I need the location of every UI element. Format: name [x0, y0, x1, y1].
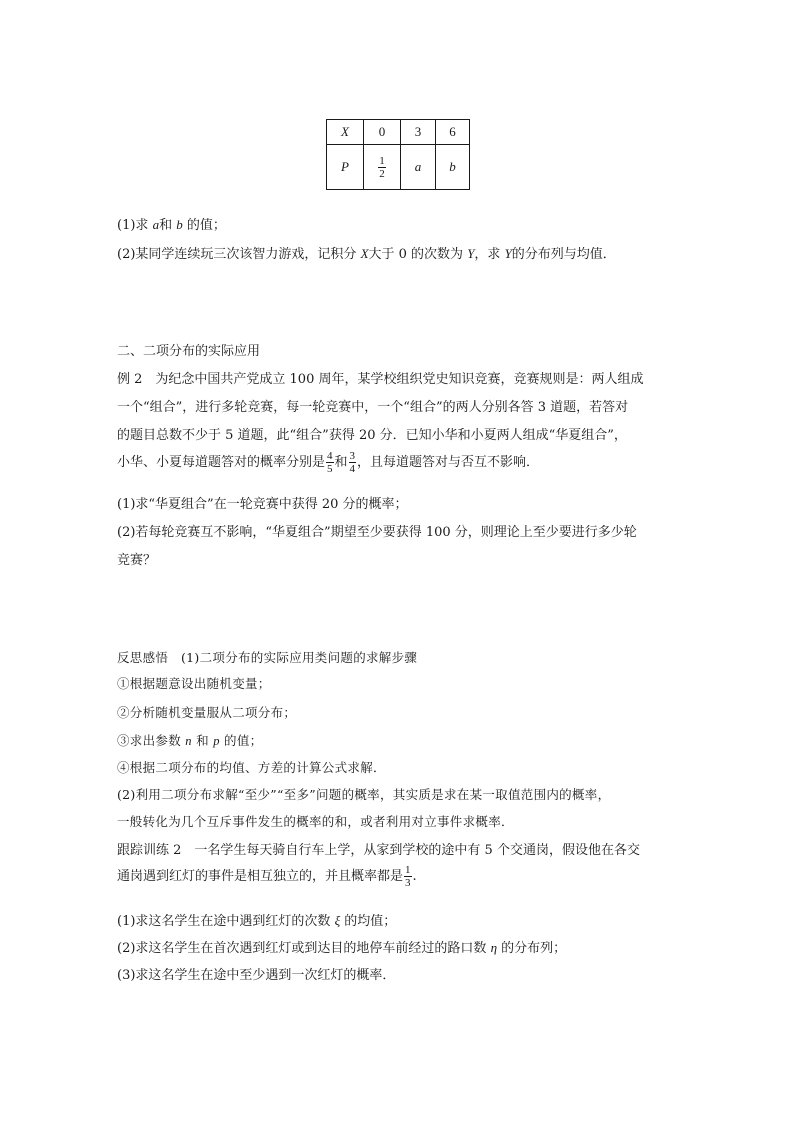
text: 大于 0 的次数为 [368, 247, 468, 262]
example-line: 一个“组合”，进行多轮竞赛，每一轮竞赛中，一个“组合”的两人分别各答 3 道题，若答对 [117, 400, 629, 415]
table-cell: 3 [401, 120, 436, 145]
fraction-denominator: 3 [405, 877, 411, 889]
example-part-2-cont: 竞赛？ [117, 553, 157, 568]
text: . [412, 869, 417, 884]
math-var: a [152, 217, 160, 232]
fraction-denominator: 2 [379, 167, 385, 180]
example-line [117, 450, 539, 475]
example-part-1: (1)求“华夏组合”在一轮竞赛中获得 20 分的概率； [117, 497, 408, 512]
text: 的分布列与均值． [511, 247, 616, 262]
reflection-step: ①根据题意设出随机变量； [117, 676, 271, 691]
table-row [327, 145, 470, 190]
table-cell: a [401, 145, 436, 190]
math-var: ξ [334, 913, 341, 928]
text: 的分布列； [497, 941, 567, 956]
table-row [327, 120, 470, 145]
fraction-numerator: 3 [349, 450, 356, 462]
math-var: b [176, 217, 183, 232]
text: (2)某同学连续玩三次该智力游戏，记积分 [117, 247, 361, 262]
text: 的均值； [340, 914, 397, 929]
section-title: 二、二项分布的实际应用 [117, 344, 261, 359]
text: ，求 [474, 247, 505, 262]
table-cell: X [327, 120, 364, 145]
math-var: Y [504, 246, 512, 261]
text: (1)求这名学生在途中遇到红灯的次数 [117, 914, 335, 929]
table-cell: b [436, 145, 470, 190]
training-line [117, 864, 417, 889]
training-line: 跟踪训练 2 一名学生每天骑自行车上学，从家到学校的途中有 5 个交通岗，假设他在各交 [117, 843, 640, 858]
text: 和 [334, 455, 348, 470]
question-2 [117, 243, 616, 262]
text: (2)求这名学生在首次遇到红灯或到达目的地停车前经过的路口数 [117, 941, 491, 956]
text: ③求出参数 [117, 733, 186, 748]
text: 的值； [182, 218, 226, 233]
reflection-step: ②分析随机变量服从二项分布； [117, 705, 297, 720]
example-part-2: (2)若每轮竞赛互不影响，“华夏组合”期望至少要获得 100 分，则理论上至少要进行多少轮 [117, 525, 637, 540]
text: 的值； [219, 733, 263, 748]
fraction-numerator: 1 [405, 864, 411, 876]
training-question-1 [117, 910, 396, 929]
math-var: X [360, 246, 369, 261]
fraction [349, 450, 357, 475]
question-1 [117, 214, 226, 233]
text: 小华、小夏每道题答对的概率分别是 [117, 455, 326, 470]
example-line: 例 2 为纪念中国共产党成立 100 周年，某学校组织党史知识竞赛，竞赛规则是：两人组成 [117, 372, 644, 387]
reflection-title: 反思感悟 (1)二项分布的实际应用类问题的求解步骤 [117, 650, 418, 665]
table-cell [364, 145, 401, 190]
fraction-denominator: 5 [327, 463, 333, 475]
math-var: p [213, 734, 220, 748]
text: 和 [191, 733, 214, 748]
text: 和 [159, 218, 177, 233]
training-question-3: (3)求这名学生在途中至少遇到一次红灯的概率． [117, 968, 396, 983]
fraction-numerator: 1 [379, 154, 385, 167]
reflection-step: ④根据二项分布的均值、方差的计算公式求解． [117, 760, 386, 775]
fraction-numerator: 4 [327, 450, 333, 462]
distribution-table [326, 119, 470, 190]
reflection-step [117, 731, 262, 749]
math-var: Y [467, 246, 475, 261]
text: 通岗遇到红灯的事件是相互独立的，并且概率都是 [117, 869, 404, 884]
reflection-paragraph: 一般转化为几个互斥事件发生的概率的和，或者利用对立事件求概率． [117, 814, 514, 829]
fraction [378, 155, 386, 180]
text: (1)求 [117, 218, 153, 233]
math-var: η [490, 940, 498, 955]
training-question-2 [117, 937, 566, 956]
table-cell: 0 [364, 120, 401, 145]
reflection-paragraph: (2)利用二项分布求解“至少”“至多”问题的概率，其实质是求在某一取值范围内的概率， [117, 787, 611, 802]
math-var: n [185, 734, 192, 748]
text: ，且每道题答对与否互不影响． [357, 455, 540, 470]
fraction [404, 864, 412, 889]
example-line: 的题目总数不少于 5 道题，此“组合”获得 20 分．已知小华和小夏两人组成“华夏组合”， [117, 428, 627, 443]
table-cell: P [327, 145, 364, 190]
fraction-denominator: 4 [349, 463, 356, 475]
table-cell: 6 [436, 120, 470, 145]
fraction [326, 450, 334, 475]
